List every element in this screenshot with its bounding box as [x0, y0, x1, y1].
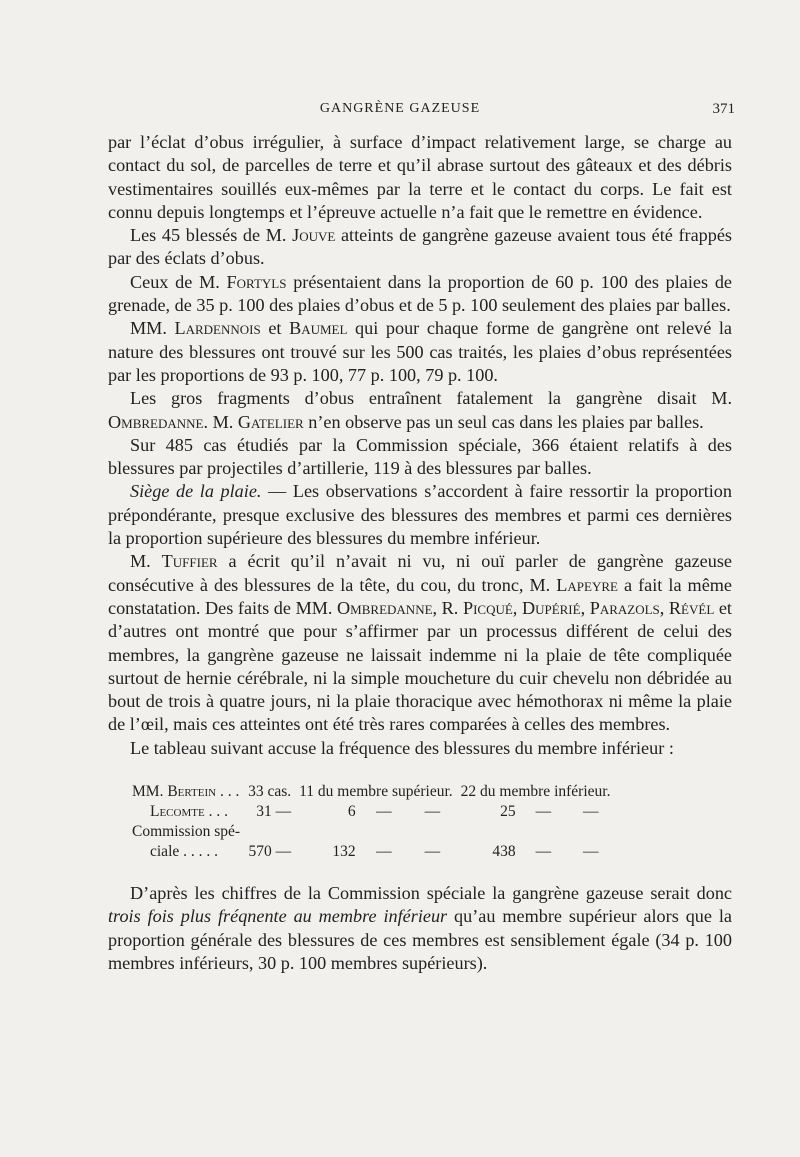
inferior-cell: 22 du membre inférieur. [460, 783, 611, 801]
author-name: Lardennois [174, 318, 261, 339]
paragraph-text: D’après les chiffres de la Commission spéciale la gangrène gazeuse serait donc [130, 883, 732, 904]
table-row [128, 782, 614, 802]
page-header [0, 101, 800, 123]
page-body [108, 131, 732, 975]
paragraph-text: atteints de gangrène gazeuse avaient tous été frappés par des éclats d’obus. [108, 225, 733, 269]
author-name: Ombredanne [337, 597, 433, 618]
paragraph [108, 224, 732, 271]
running-title: GANGRÈNE GAZEUSE [319, 101, 481, 116]
author-name: Parazols [589, 597, 660, 618]
page-number: 371 [712, 101, 735, 117]
paragraph-text: Sur 485 cas étudiés par la Commission spéciale, 366 étaient relatifs à des blessures par projectiles d’artillerie, 119 à des blessures par balles. [108, 434, 732, 479]
row-label: Lecomte . . . [150, 803, 228, 821]
paragraph-text: et [260, 318, 290, 339]
author-name: Tuffier [161, 551, 218, 572]
cases-cell: 570 — [248, 843, 292, 861]
row-label: MM. Bertein . . . [132, 783, 240, 801]
paragraph-text: Le tableau suivant accuse la fréquence des blessures du membre inférieur : [130, 737, 674, 758]
ditto-mark: — [535, 843, 552, 861]
paragraph-text: M. [130, 551, 162, 572]
ditto-mark: — [424, 843, 441, 861]
ditto-mark: — [376, 843, 392, 861]
author-name: Picqué [462, 597, 513, 618]
table-row [128, 822, 614, 862]
paragraph [108, 271, 732, 318]
superior-cell: 132 [332, 843, 356, 861]
paragraph-text: a écrit qu’il n’avait ni vu, ni ouï parler de gangrène gazeuse consécutive à des blessures de la tête, du cou, du tronc, M. [108, 551, 732, 595]
cases-cell: 31 — [256, 803, 292, 821]
table-row [128, 802, 614, 822]
paragraph-text: qui pour chaque forme de gangrène ont relevé la nature des blessures ont trouvé sur les 500 cas traités, les plaies d’obus représentées par les proportions de 93 p. 100, 77 p. 100, 79 p. 100. [108, 318, 732, 385]
paragraph [108, 434, 732, 481]
emphasis-text: trois fois plus fréqnente au membre inférieur [108, 906, 448, 927]
paragraph-text: , [512, 597, 522, 618]
author-name: Révél [668, 597, 715, 618]
paragraph-text: Les gros fragments d’obus entraînent fatalement la gangrène disait M. [130, 388, 732, 409]
paragraph-text: qu’au membre supérieur alors que la proportion générale des blessures de ces membres est sensiblement égale (34 p. 100 membres inférieurs, 30 p. 100 membres supérieurs). [108, 906, 732, 973]
paragraph [108, 550, 732, 736]
paragraph-text: par l’éclat d’obus irrégulier, à surface d’impact relativement large, se charge au contact du sol, de parcelles de terre et qu’il abrase surtout des gâteaux et des débris vestimentaires souillés eux-mêmes par la terre et le contact du corps. Le fait est connu depuis longtemps et l’épreuve actuelle n’a fait que le remettre en évidence. [108, 132, 732, 222]
paragraph-text: , [580, 597, 590, 618]
paragraph-text: . M. [203, 411, 238, 432]
ditto-mark: — [376, 803, 392, 821]
paragraph [108, 317, 732, 387]
paragraph-text: MM. [130, 318, 175, 339]
paragraph [108, 387, 732, 434]
paragraph [108, 882, 732, 975]
paragraph [108, 737, 732, 760]
cases-cell: 33 cas. [248, 783, 292, 801]
author-name: Dupérié [521, 597, 581, 618]
author-name: Lapeyre [556, 574, 618, 595]
paragraph [108, 131, 732, 224]
paragraph-text: , [659, 597, 669, 618]
author-name: Jouve [292, 225, 336, 246]
inferior-cell: 25 [500, 803, 516, 821]
author-name: Gatelier [237, 411, 304, 432]
ditto-mark: — [535, 803, 552, 821]
paragraph-text: a fait la même constatation. Des faits de MM. [108, 574, 733, 618]
author-name: Ombredanne [108, 411, 204, 432]
paragraph [108, 480, 732, 550]
superior-cell: 11 du membre supérieur. [299, 783, 453, 801]
paragraph-text: Ceux de M. [130, 271, 227, 292]
row-label: Commission spé- ciale . . . . . [132, 823, 241, 861]
paragraph-text: , R. [432, 597, 463, 618]
ditto-mark: — [583, 803, 599, 821]
ditto-mark: — [583, 843, 599, 861]
frequency-table [128, 782, 614, 862]
paragraph-text: — Les observations s’accordent à faire ressortir la proportion prépondérante, presque exclusive des blessures des membres et parmi ces dernières la proportion supérieure des blessures du membre inférieur. [108, 481, 732, 549]
section-heading: Siège de la plaie. [130, 481, 262, 502]
paragraph-text: n’en observe pas un seul cas dans les plaies par balles. [303, 411, 704, 432]
paragraph-text: et d’autres ont montré que pour s’affirmer par un processus différent de celui des membres, la gangrène gazeuse ne laissait indemme ni la plaie de tête compliquée surtout de hernie cérébrale, ni la simple moucheture du cuir chevelu non débridée au bout de trois à quatre jours, ni la plaie thoracique avec hémothorax ni même la plaie de l’œil, mais ces atteintes ont été très rares comparées à celles des membres. [108, 597, 732, 735]
author-name: Fortyls [226, 271, 287, 292]
paragraph-text: présentaient dans la proportion de 60 p. 100 des plaies de grenade, de 35 p. 100 des plaies d’obus et de 5 p. 100 seulement des plaies par balles. [108, 271, 732, 316]
inferior-cell: 438 [492, 843, 516, 861]
superior-cell: 6 [347, 803, 356, 821]
paragraph-text: Les 45 blessés de M. [130, 225, 293, 246]
author-name: Baumel [289, 318, 348, 339]
ditto-mark: — [424, 803, 441, 821]
